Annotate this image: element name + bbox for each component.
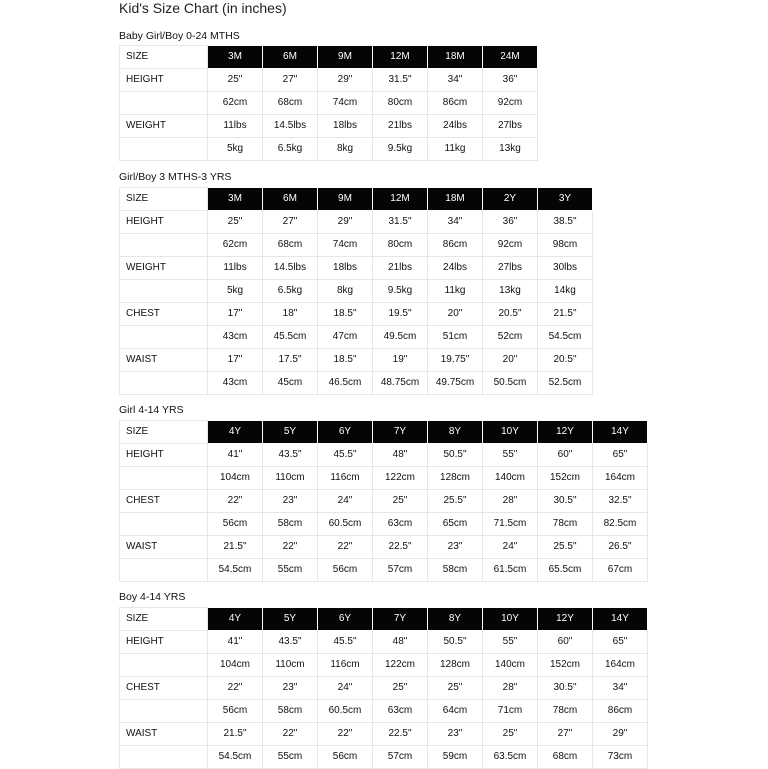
section-title-boy: Boy 4-14 YRS bbox=[119, 591, 186, 603]
table-cell: 22.5" bbox=[373, 536, 428, 559]
section-title-girl: Girl 4-14 YRS bbox=[119, 404, 184, 416]
table-cell: 21.5" bbox=[538, 303, 593, 326]
row-label bbox=[120, 372, 208, 395]
table-row bbox=[120, 536, 648, 559]
table-cell: 78cm bbox=[538, 513, 593, 536]
table-cell: 50.5cm bbox=[483, 372, 538, 395]
table-cell: 24lbs bbox=[428, 115, 483, 138]
table-cell: 20.5" bbox=[483, 303, 538, 326]
table-cell: 78cm bbox=[538, 700, 593, 723]
row-label: HEIGHT bbox=[120, 631, 208, 654]
size-header-cell: 12M bbox=[373, 46, 428, 69]
table-cell: 23" bbox=[263, 490, 318, 513]
size-label: SIZE bbox=[120, 608, 208, 631]
size-header-cell: 24M bbox=[483, 46, 538, 69]
table-cell: 11kg bbox=[428, 138, 483, 161]
row-label bbox=[120, 234, 208, 257]
size-header-cell: 9M bbox=[318, 188, 373, 211]
table-cell: 18lbs bbox=[318, 257, 373, 280]
table-cell: 34" bbox=[428, 69, 483, 92]
size-header-cell: 4Y bbox=[208, 421, 263, 444]
size-header-cell: 8Y bbox=[428, 421, 483, 444]
table-cell: 74cm bbox=[318, 234, 373, 257]
table-cell: 58cm bbox=[428, 559, 483, 582]
table-cell: 31.5" bbox=[373, 211, 428, 234]
table-cell: 62cm bbox=[208, 92, 263, 115]
row-label bbox=[120, 513, 208, 536]
table-cell: 19.75" bbox=[428, 349, 483, 372]
table-cell: 22" bbox=[263, 723, 318, 746]
table-cell: 11lbs bbox=[208, 115, 263, 138]
size-label: SIZE bbox=[120, 188, 208, 211]
size-header-cell: 3M bbox=[208, 188, 263, 211]
table-cell: 25" bbox=[373, 677, 428, 700]
table-cell: 34" bbox=[593, 677, 648, 700]
table-cell: 54.5cm bbox=[208, 559, 263, 582]
table-cell: 63cm bbox=[373, 700, 428, 723]
table-cell: 22" bbox=[318, 536, 373, 559]
size-header-cell: 6Y bbox=[318, 421, 373, 444]
table-cell: 9.5kg bbox=[373, 138, 428, 161]
table-cell: 21.5" bbox=[208, 723, 263, 746]
table-cell: 22" bbox=[263, 536, 318, 559]
size-table-baby bbox=[119, 45, 538, 161]
table-cell: 28" bbox=[483, 490, 538, 513]
table-cell: 55cm bbox=[263, 559, 318, 582]
table-cell: 24lbs bbox=[428, 257, 483, 280]
row-label: WEIGHT bbox=[120, 115, 208, 138]
table-row bbox=[120, 490, 648, 513]
table-cell: 13kg bbox=[483, 138, 538, 161]
table-cell: 38.5" bbox=[538, 211, 593, 234]
table-cell: 14.5lbs bbox=[263, 115, 318, 138]
table-cell: 104cm bbox=[208, 654, 263, 677]
table-cell: 9.5kg bbox=[373, 280, 428, 303]
row-label bbox=[120, 700, 208, 723]
row-label bbox=[120, 326, 208, 349]
table-cell: 36" bbox=[483, 69, 538, 92]
size-label: SIZE bbox=[120, 46, 208, 69]
table-row bbox=[120, 700, 648, 723]
row-label bbox=[120, 559, 208, 582]
table-cell: 45.5" bbox=[318, 444, 373, 467]
table-cell: 68cm bbox=[263, 234, 318, 257]
size-header-cell: 18M bbox=[428, 46, 483, 69]
table-row bbox=[120, 280, 593, 303]
table-cell: 65cm bbox=[428, 513, 483, 536]
table-cell: 5kg bbox=[208, 138, 263, 161]
table-cell: 5kg bbox=[208, 280, 263, 303]
table-row bbox=[120, 257, 593, 280]
table-cell: 36" bbox=[483, 211, 538, 234]
row-label: CHEST bbox=[120, 490, 208, 513]
table-cell: 61.5cm bbox=[483, 559, 538, 582]
table-row bbox=[120, 372, 593, 395]
table-cell: 19.5" bbox=[373, 303, 428, 326]
table-cell: 164cm bbox=[593, 654, 648, 677]
size-header-cell: 6M bbox=[263, 188, 318, 211]
table-cell: 50.5" bbox=[428, 444, 483, 467]
table-cell: 45.5cm bbox=[263, 326, 318, 349]
table-cell: 25" bbox=[428, 677, 483, 700]
row-label bbox=[120, 280, 208, 303]
table-cell: 21lbs bbox=[373, 115, 428, 138]
table-cell: 52cm bbox=[483, 326, 538, 349]
table-cell: 27" bbox=[263, 211, 318, 234]
table-cell: 21lbs bbox=[373, 257, 428, 280]
table-cell: 41" bbox=[208, 631, 263, 654]
table-cell: 43cm bbox=[208, 372, 263, 395]
size-header-cell: 6Y bbox=[318, 608, 373, 631]
table-row bbox=[120, 115, 538, 138]
size-header-cell: 14Y bbox=[593, 608, 648, 631]
table-cell: 73cm bbox=[593, 746, 648, 769]
table-cell: 22.5" bbox=[373, 723, 428, 746]
size-header-cell: 9M bbox=[318, 46, 373, 69]
row-label bbox=[120, 746, 208, 769]
table-cell: 29" bbox=[318, 211, 373, 234]
table-cell: 14.5lbs bbox=[263, 257, 318, 280]
table-cell: 17" bbox=[208, 349, 263, 372]
table-cell: 54.5cm bbox=[208, 746, 263, 769]
table-cell: 17.5" bbox=[263, 349, 318, 372]
table-cell: 41" bbox=[208, 444, 263, 467]
table-cell: 68cm bbox=[263, 92, 318, 115]
table-row bbox=[120, 746, 648, 769]
table-row bbox=[120, 138, 538, 161]
table-row bbox=[120, 303, 593, 326]
table-row bbox=[120, 326, 593, 349]
size-header-cell: 5Y bbox=[263, 608, 318, 631]
table-cell: 128cm bbox=[428, 467, 483, 490]
table-cell: 25.5" bbox=[428, 490, 483, 513]
table-cell: 98cm bbox=[538, 234, 593, 257]
table-cell: 24" bbox=[318, 677, 373, 700]
table-cell: 25" bbox=[483, 723, 538, 746]
table-cell: 50.5" bbox=[428, 631, 483, 654]
row-label bbox=[120, 467, 208, 490]
table-cell: 54.5cm bbox=[538, 326, 593, 349]
table-cell: 48" bbox=[373, 631, 428, 654]
table-row bbox=[120, 69, 538, 92]
table-cell: 65.5cm bbox=[538, 559, 593, 582]
size-header-row bbox=[120, 608, 648, 631]
size-table-boy bbox=[119, 607, 648, 769]
size-header-cell: 12Y bbox=[538, 421, 593, 444]
table-cell: 64cm bbox=[428, 700, 483, 723]
table-cell: 46.5cm bbox=[318, 372, 373, 395]
table-cell: 82.5cm bbox=[593, 513, 648, 536]
size-header-row bbox=[120, 46, 538, 69]
table-cell: 21.5" bbox=[208, 536, 263, 559]
table-cell: 18" bbox=[263, 303, 318, 326]
table-cell: 62cm bbox=[208, 234, 263, 257]
size-header-cell: 6M bbox=[263, 46, 318, 69]
table-row bbox=[120, 467, 648, 490]
table-cell: 43cm bbox=[208, 326, 263, 349]
table-cell: 164cm bbox=[593, 467, 648, 490]
table-cell: 140cm bbox=[483, 467, 538, 490]
table-row bbox=[120, 654, 648, 677]
table-cell: 26.5" bbox=[593, 536, 648, 559]
table-cell: 25" bbox=[208, 211, 263, 234]
table-cell: 56cm bbox=[318, 746, 373, 769]
size-header-cell: 12Y bbox=[538, 608, 593, 631]
table-cell: 49.5cm bbox=[373, 326, 428, 349]
table-cell: 30.5" bbox=[538, 490, 593, 513]
table-cell: 45cm bbox=[263, 372, 318, 395]
row-label: WAIST bbox=[120, 536, 208, 559]
table-row bbox=[120, 677, 648, 700]
table-cell: 56cm bbox=[208, 513, 263, 536]
table-cell: 22" bbox=[318, 723, 373, 746]
table-cell: 8kg bbox=[318, 280, 373, 303]
size-header-cell: 2Y bbox=[483, 188, 538, 211]
table-cell: 51cm bbox=[428, 326, 483, 349]
table-cell: 20" bbox=[483, 349, 538, 372]
section-title-toddler: Girl/Boy 3 MTHS-3 YRS bbox=[119, 171, 232, 183]
size-header-cell: 3Y bbox=[538, 188, 593, 211]
table-cell: 110cm bbox=[263, 654, 318, 677]
table-cell: 80cm bbox=[373, 234, 428, 257]
table-cell: 92cm bbox=[483, 92, 538, 115]
table-cell: 29" bbox=[593, 723, 648, 746]
table-cell: 18.5" bbox=[318, 349, 373, 372]
table-cell: 18lbs bbox=[318, 115, 373, 138]
table-row bbox=[120, 234, 593, 257]
table-cell: 48.75cm bbox=[373, 372, 428, 395]
table-cell: 55" bbox=[483, 631, 538, 654]
table-cell: 116cm bbox=[318, 467, 373, 490]
table-row bbox=[120, 92, 538, 115]
size-header-cell: 4Y bbox=[208, 608, 263, 631]
table-cell: 47cm bbox=[318, 326, 373, 349]
table-cell: 27" bbox=[538, 723, 593, 746]
table-cell: 30.5" bbox=[538, 677, 593, 700]
table-cell: 57cm bbox=[373, 559, 428, 582]
table-cell: 25" bbox=[373, 490, 428, 513]
table-cell: 86cm bbox=[428, 234, 483, 257]
table-cell: 140cm bbox=[483, 654, 538, 677]
table-cell: 8kg bbox=[318, 138, 373, 161]
table-cell: 24" bbox=[483, 536, 538, 559]
table-cell: 122cm bbox=[373, 654, 428, 677]
table-cell: 30lbs bbox=[538, 257, 593, 280]
size-header-cell: 10Y bbox=[483, 608, 538, 631]
table-cell: 45.5" bbox=[318, 631, 373, 654]
row-label: HEIGHT bbox=[120, 69, 208, 92]
table-cell: 25" bbox=[208, 69, 263, 92]
table-cell: 20" bbox=[428, 303, 483, 326]
table-cell: 27" bbox=[263, 69, 318, 92]
row-label: WEIGHT bbox=[120, 257, 208, 280]
table-cell: 27lbs bbox=[483, 115, 538, 138]
table-cell: 23" bbox=[263, 677, 318, 700]
row-label: HEIGHT bbox=[120, 211, 208, 234]
table-cell: 55" bbox=[483, 444, 538, 467]
table-cell: 104cm bbox=[208, 467, 263, 490]
size-header-cell: 7Y bbox=[373, 608, 428, 631]
table-cell: 63cm bbox=[373, 513, 428, 536]
size-header-cell: 12M bbox=[373, 188, 428, 211]
table-cell: 34" bbox=[428, 211, 483, 234]
table-cell: 22" bbox=[208, 490, 263, 513]
size-label: SIZE bbox=[120, 421, 208, 444]
table-cell: 60" bbox=[538, 631, 593, 654]
table-row bbox=[120, 513, 648, 536]
table-cell: 28" bbox=[483, 677, 538, 700]
table-cell: 58cm bbox=[263, 700, 318, 723]
table-cell: 60.5cm bbox=[318, 513, 373, 536]
page-title: Kid's Size Chart (in inches) bbox=[119, 0, 287, 16]
table-cell: 22" bbox=[208, 677, 263, 700]
table-row bbox=[120, 444, 648, 467]
table-cell: 57cm bbox=[373, 746, 428, 769]
table-cell: 29" bbox=[318, 69, 373, 92]
table-cell: 18.5" bbox=[318, 303, 373, 326]
table-cell: 152cm bbox=[538, 467, 593, 490]
table-cell: 67cm bbox=[593, 559, 648, 582]
row-label: CHEST bbox=[120, 677, 208, 700]
table-cell: 110cm bbox=[263, 467, 318, 490]
table-cell: 11kg bbox=[428, 280, 483, 303]
table-row bbox=[120, 349, 593, 372]
row-label bbox=[120, 138, 208, 161]
table-cell: 86cm bbox=[593, 700, 648, 723]
table-cell: 68cm bbox=[538, 746, 593, 769]
table-cell: 23" bbox=[428, 536, 483, 559]
table-cell: 43.5" bbox=[263, 444, 318, 467]
row-label: HEIGHT bbox=[120, 444, 208, 467]
table-cell: 86cm bbox=[428, 92, 483, 115]
table-cell: 56cm bbox=[208, 700, 263, 723]
section-title-baby: Baby Girl/Boy 0-24 MTHS bbox=[119, 30, 240, 42]
table-cell: 11lbs bbox=[208, 257, 263, 280]
table-cell: 58cm bbox=[263, 513, 318, 536]
table-cell: 65" bbox=[593, 444, 648, 467]
size-header-cell: 18M bbox=[428, 188, 483, 211]
table-cell: 65" bbox=[593, 631, 648, 654]
table-cell: 74cm bbox=[318, 92, 373, 115]
table-row bbox=[120, 211, 593, 234]
table-cell: 71.5cm bbox=[483, 513, 538, 536]
table-row bbox=[120, 631, 648, 654]
table-cell: 152cm bbox=[538, 654, 593, 677]
size-header-cell: 8Y bbox=[428, 608, 483, 631]
table-cell: 20.5" bbox=[538, 349, 593, 372]
table-cell: 19" bbox=[373, 349, 428, 372]
table-cell: 49.75cm bbox=[428, 372, 483, 395]
table-cell: 59cm bbox=[428, 746, 483, 769]
row-label: CHEST bbox=[120, 303, 208, 326]
table-cell: 60" bbox=[538, 444, 593, 467]
table-cell: 27lbs bbox=[483, 257, 538, 280]
table-cell: 55cm bbox=[263, 746, 318, 769]
table-cell: 25.5" bbox=[538, 536, 593, 559]
size-header-row bbox=[120, 188, 593, 211]
size-header-cell: 5Y bbox=[263, 421, 318, 444]
table-cell: 122cm bbox=[373, 467, 428, 490]
table-row bbox=[120, 559, 648, 582]
size-table-toddler bbox=[119, 187, 593, 395]
size-header-cell: 3M bbox=[208, 46, 263, 69]
size-header-cell: 7Y bbox=[373, 421, 428, 444]
table-cell: 6.5kg bbox=[263, 138, 318, 161]
table-cell: 71cm bbox=[483, 700, 538, 723]
table-cell: 116cm bbox=[318, 654, 373, 677]
row-label bbox=[120, 92, 208, 115]
size-table-girl bbox=[119, 420, 648, 582]
table-cell: 80cm bbox=[373, 92, 428, 115]
table-cell: 52.5cm bbox=[538, 372, 593, 395]
table-cell: 14kg bbox=[538, 280, 593, 303]
table-cell: 17" bbox=[208, 303, 263, 326]
table-cell: 6.5kg bbox=[263, 280, 318, 303]
row-label: WAIST bbox=[120, 349, 208, 372]
table-cell: 43.5" bbox=[263, 631, 318, 654]
row-label bbox=[120, 654, 208, 677]
table-cell: 32.5" bbox=[593, 490, 648, 513]
table-row bbox=[120, 723, 648, 746]
size-header-cell: 14Y bbox=[593, 421, 648, 444]
size-header-cell: 10Y bbox=[483, 421, 538, 444]
table-cell: 63.5cm bbox=[483, 746, 538, 769]
table-cell: 128cm bbox=[428, 654, 483, 677]
table-cell: 60.5cm bbox=[318, 700, 373, 723]
table-cell: 23" bbox=[428, 723, 483, 746]
table-cell: 56cm bbox=[318, 559, 373, 582]
table-cell: 31.5" bbox=[373, 69, 428, 92]
table-cell: 13kg bbox=[483, 280, 538, 303]
size-header-row bbox=[120, 421, 648, 444]
row-label: WAIST bbox=[120, 723, 208, 746]
table-cell: 92cm bbox=[483, 234, 538, 257]
table-cell: 48" bbox=[373, 444, 428, 467]
table-cell: 24" bbox=[318, 490, 373, 513]
